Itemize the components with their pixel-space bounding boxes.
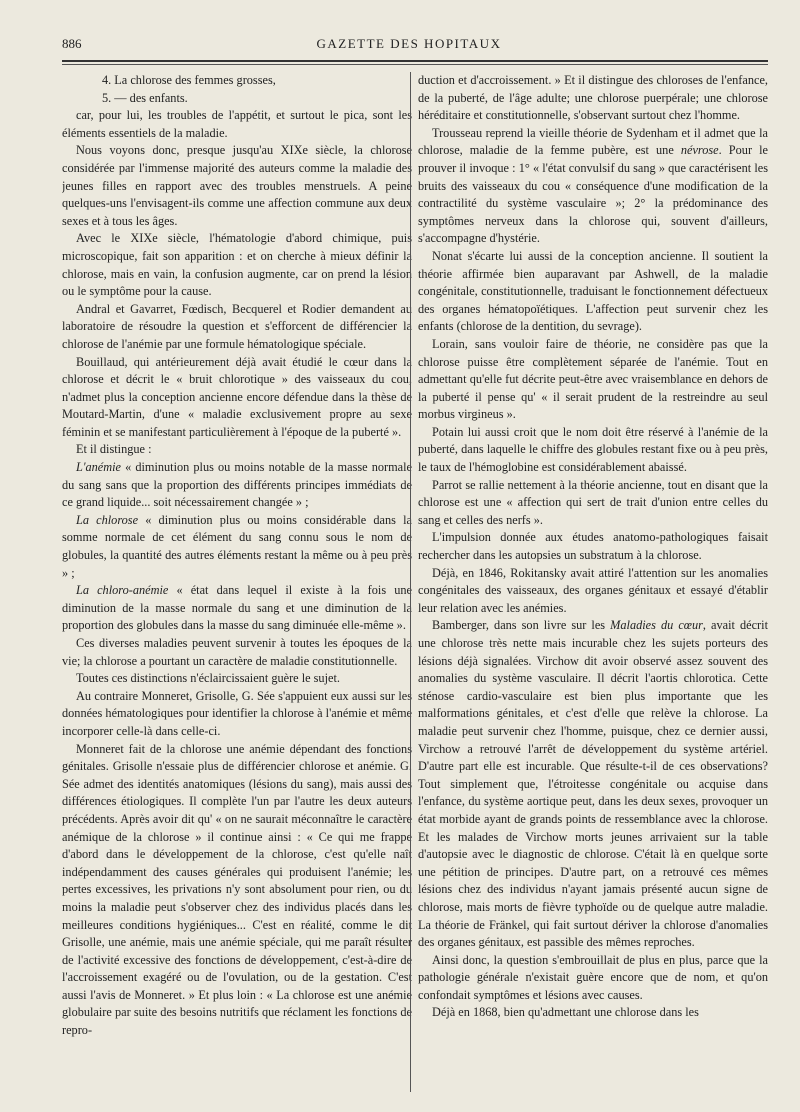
definition-text: « diminution plus ou moins considérable dans la somme normale de cet élément du sang connu sous le nom de globules, la quantité des autres éléments restant la même ou à peu près » ; [62, 512, 412, 580]
paragraph: car, pour lui, les troubles de l'appétit, et surtout le pica, sont les éléments essentiels de la maladie. [62, 108, 412, 140]
header-rule [62, 60, 768, 62]
paragraph: Avec le XIXe siècle, l'hématologie d'abord chimique, puis microscopique, fait son apparition : et on cherche à mieux définir la chlorose, mais en vain, la confusion augmente, car on prend la lésion ou le symptôme pour la cause. [62, 231, 412, 299]
term-nevrose: névrose [680, 143, 719, 158]
paragraph: Déjà en 1868, bien qu'admettant une chlorose dans les [432, 1005, 699, 1020]
right-column [418, 72, 768, 1102]
definition-paragraph [62, 582, 412, 635]
paragraph: Nous voyons donc, presque jusqu'au XIXe siècle, la chlorose considérée par l'immense majorité des auteurs comme la maladie des jeunes filles en rapport avec des troubles menstruels. A peine quelques-uns l'envisagent-ils comme une affection commune aux deux sexes et à tous les âges. [62, 143, 412, 228]
paragraph: Lorain, sans vouloir faire de théorie, ne considère pas que la chlorose puisse être complètement séparée de l'anémie. Tout en admettant qu'elle fut décrite peut-être avec vraisemblance en dehors de la puberté il pense qu' « il serait prudent de la restreindre au seul morbus virgineus ». [418, 336, 768, 422]
paragraph: Parrot se rallie nettement à la théorie ancienne, tout en disant que la chlorose est une « affection qui sert de trait d'union entre celles du sang et celles des nerfs ». [418, 477, 768, 527]
paragraph-text: , avait décrit une chlorose très nette mais incurable chez les sujets porteurs des lésions déjà signalées. Virchow dit avoir observé assez souvent des anomalies du système vasculaire. Il décrit l'aortis chlorotica. Cette sténose cardio-vasculaire est bien plus importante que les malformations génitales, et c'est d'elle que relève la chlorose. La maladie peut survenir chez l'homme, puisque, chez ce dernier aussi, Virchow a retrouvé l'arrêt de développement du système artériel. D'autre part elle est incurable. Que résulte-t-il de ces observations? Tout simplement que, l'étroitesse congénitale ou acquise dans l'enfance, du système aortique peut, dans les deux sexes, provoquer un état morbide ayant de grands points de ressemblance avec la chlorose. Et les malades de Virchow morts jeunes arrivaient sur la table d'autopsie avec le diagnostic de chlorose. C'était là en quelque sorte une pétition de principes. D'autre part, on a retrouvé ces mêmes lésions chez des individus n'ayant jamais présenté aucun signe de chlorose, mais morts de fièvre typhoïde ou de quelque autre maladie. La théorie de Fränkel, qui fait surtout dériver la chlorose d'anomalies des organes génitaux, est passible des mêmes reproches. [418, 618, 768, 950]
page-header [62, 36, 756, 56]
paragraph: Toutes ces distinctions n'éclaircissaient guère le sujet. [76, 671, 340, 686]
paragraph: Monneret fait de la chlorose une anémie dépendant des fonctions génitales. Grisolle n'essaie plus de différencier chlorose et anémie. G. Sée admet des identités anatomiques (lésions du sang), mais aussi des différences étiologiques. Il complète l'un par l'autre les deux auteurs précédents. Après avoir dit qu' « on ne saurait méconnaître le caractère anémique de la chlorose » il continue ainsi : « Ce qui me frappe d'abord dans le développement de la chlorose, c'est qu'elle naît indépendamment des causes générales qui produisent l'anémie; les pertes excessives, les privations n'y sont absolument pour rien, ou du moins la maladie peut s'observer chez des individus placés dans les meilleures conditions hygiéniques... C'est en réalité, comme le dit Grisolle, une anémie, mais une anémie spéciale, qui me paraît résulter de l'activité excessive des fonctions de développement, c'est-à-dire de l'accroissement exagéré ou de l'ovulation, ou de la gestation. C'est aussi l'avis de Monneret. » Et plus loin : « La chlorose est une anémie globulaire par suite des besoins nutritifs que réclament les fonctions de repro- [62, 741, 412, 1038]
paragraph: L'impulsion donnée aux études anatomo-pathologiques faisait rechercher dans les autopsies un substratum à la chlorose. [418, 530, 768, 563]
left-column [62, 72, 412, 1102]
paragraph-text: Trousseau reprend la vieille théorie de Sydenham et il admet que la chlorose, maladie de la femme pubère, est une [418, 125, 768, 158]
paragraph-text: Bamberger, dans son livre sur les [432, 618, 611, 633]
paragraph: Ainsi donc, la question s'embrouillait de plus en plus, parce que la pathologie générale n'existait guère encore que de nom, et qu'on confondait symptômes et lésions avec causes. [418, 952, 768, 1002]
paragraph: Potain lui aussi croit que le nom doit être réservé à l'anémie de la puberté, dans laquelle le chiffre des globules restant fixe ou à peu près, le taux de l'hémoglobine est considérablement abaissé. [418, 424, 768, 475]
definition-paragraph [62, 459, 412, 512]
term-anemie: L'anémie [76, 460, 121, 475]
paragraph-text: . Pour le prouver il invoque : 1° « l'état convulsif du sang » que caractérisent les bruits des vaisseaux du cou « conséquence d'une modification de la contractilité du système vasculaire »; 2° la prédominance des symptômes nerveux dans la chlorose qui, souvent d'ailleurs, s'accompagne d'hystérie. [418, 143, 768, 246]
paragraph [418, 125, 768, 248]
paragraph: Au contraire Monneret, Grisolle, G. Sée s'appuient eux aussi sur les données hématologiques pour identifier la chlorose à l'anémie et même incorporer celle-là dans celle-ci. [62, 688, 412, 738]
paragraph: Déjà, en 1846, Rokitansky avait attiré l'attention sur les anomalies congénitales des vaisseaux, des organes génitaux et essayé d'établir leur relation avec les anémies. [418, 565, 768, 615]
paragraph: Et il distingue : [76, 442, 152, 457]
paragraph: Ces diverses maladies peuvent survenir à toutes les époques de la vie; la chlorose a pourtant un caractère de maladie constitutionnelle. [62, 636, 412, 668]
term-chlorose: La chlorose [76, 512, 139, 527]
paragraph: Bouillaud, qui antérieurement déjà avait étudié le cœur dans la chlorose et décrit le « bruit chlorotique » des vaisseaux du cou, n'admet plus la conception ancienne encore défendue dans la thèse de Moutard-Martin, d'une « maladie exclusivement propre au sexe féminin et se manifestant particulièrement à l'époque de la puberté ». [62, 354, 412, 439]
paragraph [418, 617, 768, 951]
journal-title: GAZETTE DES HOPITAUX [316, 36, 502, 51]
header-rule-thin [62, 64, 768, 65]
book-title: Maladies du cœur [610, 618, 703, 633]
column-divider [410, 72, 411, 1092]
list-item: 5. — des enfants. [102, 90, 188, 105]
list-item: 4. La chlorose des femmes grosses, [102, 73, 276, 87]
paragraph: duction et d'accroissement. » Et il distingue des chloroses de l'enfance, de la puberté, de l'âge adulte; une chlorose puerpérale; une chlorose héréditaire et constitutionnelle, s'observant surtout chez l'homme. [418, 73, 768, 123]
definition-text: « état dans lequel il existe à la fois une diminution de la masse normale du sang et une diminution de la proportion des globules dans la masse du sang diminuée elle-même ». [62, 583, 412, 633]
definition-text: « diminution plus ou moins notable de la masse normale du sang sans que la proportion des différents principes immédiats de ce grand liquide... soit nécessairement changée » ; [62, 460, 412, 510]
paragraph: Nonat s'écarte lui aussi de la conception ancienne. Il soutient la théorie affirmée bien auparavant par Ashwell, de la maladie congénitale, constitutionnelle, traduisant le fonctionnement défectueux des organes hématopoïétiques. L'affection peut survenir chez les enfants (chlorose de la dentition, du sevrage). [418, 248, 768, 334]
page-number: 886 [62, 36, 82, 51]
definition-paragraph [62, 512, 412, 582]
paragraph: Andral et Gavarret, Fœdisch, Becquerel et Rodier demandent au laboratoire de résoudre la question et s'efforcent de différencier la chlorose de l'anémie par une formule hématologique spéciale. [62, 301, 412, 351]
term-chloro-anemie: La chloro-anémie [76, 583, 169, 598]
